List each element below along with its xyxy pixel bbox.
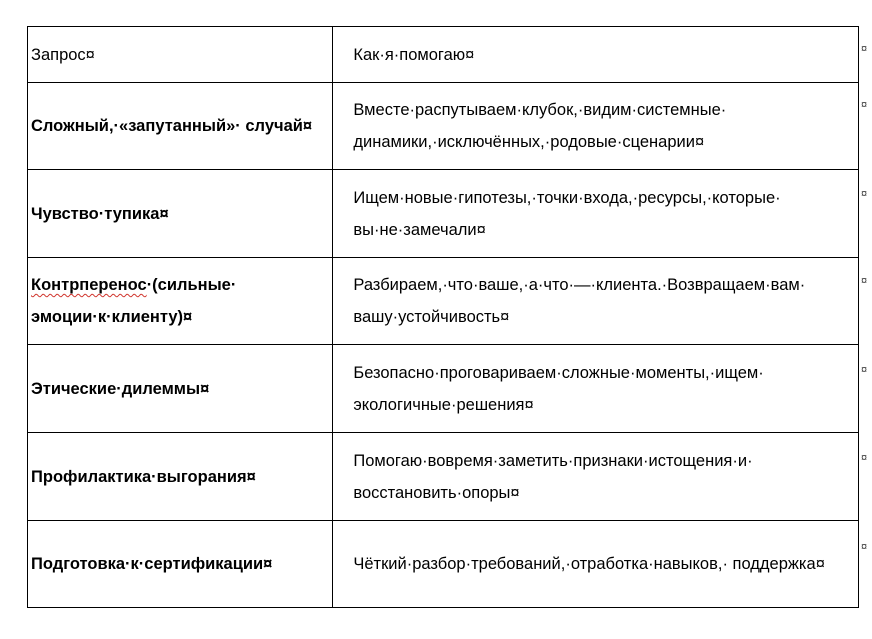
table-row [28,433,859,521]
help-cell[interactable] [333,521,859,608]
request-text: Профилактика·выгорания¤ [31,467,256,486]
table-row [28,83,859,170]
row-end-mark: ¤ [861,275,868,287]
header-request-text: Запрос¤ [31,45,95,64]
row-end-mark: ¤ [861,188,868,200]
help-cell[interactable] [333,433,859,521]
help-cell[interactable] [333,83,859,170]
help-text: Вместе·распутываем·клубок,·видим·системные· динамики,·исключённых,·родовые·сценарии¤ [353,101,727,151]
request-text: Чувство·тупика¤ [31,204,169,223]
request-cell[interactable] [28,345,333,433]
table-row [28,170,859,258]
table-row [28,521,859,608]
request-cell[interactable] [28,521,333,608]
request-cell[interactable] [28,433,333,521]
table-row [28,345,859,433]
header-help-text: Как·я·помогаю¤ [353,45,475,64]
header-request-cell[interactable] [28,27,333,83]
help-text: Разбираем,·что·ваше,·а·что·—·клиента.·Возвращаем·вам· вашу·устойчивость¤ [353,276,806,326]
row-end-mark: ¤ [861,99,868,111]
request-cell[interactable] [28,83,333,170]
help-text: Безопасно·проговариваем·сложные·моменты,·ищем· экологичные·решения¤ [353,363,764,414]
request-text: Этические·дилеммы¤ [31,379,210,398]
help-text: Ищем·новые·гипотезы,·точки·входа,·ресурсы,·которые· вы·не·замечали¤ [353,188,781,239]
request-cell[interactable] [28,258,333,345]
table-header-row [28,27,859,83]
help-cell[interactable] [333,345,859,433]
table-row [28,258,859,345]
request-text: Сложный,·«запутанный»· случай¤ [31,117,313,135]
request-cell[interactable] [28,170,333,258]
help-cell[interactable] [333,170,859,258]
requests-table [27,26,859,608]
help-text: Помогаю·вовремя·заметить·признаки·истощения·и· восстановить·опоры¤ [353,451,753,502]
spellcheck-word[interactable]: Контрперенос [31,276,147,294]
request-text: ·(сильные· эмоции·к·клиенту)¤ [31,276,237,326]
request-text: Подготовка·к·сертификации¤ [31,555,273,573]
header-help-cell[interactable] [333,27,859,83]
row-end-mark: ¤ [861,541,868,553]
help-cell[interactable] [333,258,859,345]
row-end-mark: ¤ [861,43,868,55]
row-end-mark: ¤ [861,364,868,376]
row-end-mark: ¤ [861,452,868,464]
help-text: Чёткий·разбор·требований,·отработка·навыков,· поддержка¤ [353,555,825,573]
